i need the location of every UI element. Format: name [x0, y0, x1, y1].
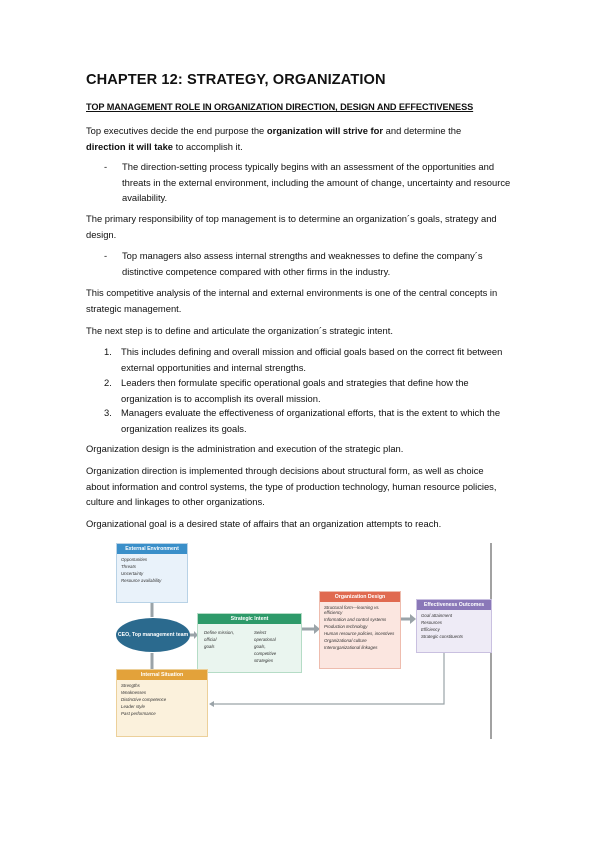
list-number: 1. — [104, 346, 112, 357]
list-item: strategies — [254, 658, 274, 663]
list-item: Weaknesses — [121, 690, 147, 695]
arrowhead-feedback — [209, 701, 214, 707]
numbered-item-1 — [104, 344, 514, 375]
paragraph-next-step: The next step is to define and articulate the organization´s strategic intent. — [86, 325, 393, 336]
list-item: Strategic constituents — [421, 634, 463, 639]
bullet-marker: - — [104, 161, 108, 172]
intro-bold-d: direction it will take — [86, 140, 173, 152]
list-item: official — [204, 637, 217, 642]
paragraph-primary-responsibility: The primary responsibility of top management is to determine an organization´s goals, strategy and design. — [86, 213, 497, 240]
list-item: Efficiency — [421, 627, 440, 632]
list-item: Resource availability — [121, 578, 162, 583]
list-item: Leader style — [121, 704, 145, 709]
list-item: Production technology — [324, 624, 368, 630]
chapter-title: CHAPTER 12: STRATEGY, ORGANIZATION — [86, 72, 386, 88]
list-item: goals, — [254, 644, 266, 649]
organization-design-list — [320, 602, 400, 652]
list-item: Strengths — [121, 683, 140, 688]
internal-situation-title: Internal Situation — [117, 670, 207, 680]
external-environment-list — [117, 554, 187, 586]
list-item: Resources — [421, 620, 442, 625]
strategic-col-2 — [250, 627, 304, 666]
paragraph-goal-definition: Organizational goal is a desired state of affairs that an organization attempts to reach. — [86, 518, 442, 529]
list-item: Distinctive competence — [121, 697, 167, 702]
list-item: Define mission, — [204, 630, 235, 635]
paragraph-design-definition: Organization design is the administration and execution of the strategic plan. — [86, 443, 404, 454]
intro-text-c: and determine the — [383, 125, 462, 136]
intro-text-a: Top executives decide the end purpose the — [86, 125, 267, 136]
numbered-item-3 — [104, 405, 514, 436]
list-item: Interorganizational linkages — [324, 644, 378, 650]
organization-design-box — [319, 591, 401, 669]
external-environment-box — [116, 543, 188, 603]
list-item: competitive — [254, 651, 277, 656]
list-number: 2. — [104, 377, 112, 388]
list-item: Select — [254, 630, 267, 635]
list-item: Past performance — [121, 711, 156, 716]
list-text: Managers evaluate the effectiveness of organizational efforts, that is the extent to which the organization realizes its goals. — [121, 407, 501, 434]
list-item: Organizational culture — [324, 638, 367, 644]
strategic-col-1 — [200, 627, 254, 652]
bullet-text: The direction-setting process typically begins with an assessment of the opportunities and threats in the external environment, including the amount of change, uncertainty and resource availability. — [122, 161, 511, 203]
strategic-intent-box — [197, 613, 302, 673]
external-environment-title: External Environment — [117, 544, 187, 554]
strategic-intent-title: Strategic Intent — [198, 614, 301, 624]
internal-situation-list — [117, 680, 207, 719]
paragraph-intro — [86, 123, 506, 154]
list-item: Goal attainment — [421, 613, 452, 618]
effectiveness-outcomes-box — [416, 599, 492, 653]
section-title: TOP MANAGEMENT ROLE IN ORGANIZATION DIRECTION, DESIGN AND EFFECTIVENESS — [86, 102, 474, 112]
intro-text-e: to accomplish it. — [173, 140, 243, 152]
bullet-item-environment — [104, 159, 514, 206]
strategy-diagram — [114, 543, 492, 739]
list-item: Structural form—learning vs. efficiency — [324, 605, 380, 616]
list-text: This includes defining and overall mission and official goals based on the correct fit between external opportunities and internal strengths. — [121, 346, 503, 373]
list-item: operational — [254, 637, 276, 642]
list-text: Leaders then formulate specific operational goals and strategies that define how the organization is to accomplish its overall mission. — [121, 377, 469, 404]
list-item: goals — [204, 644, 215, 649]
bullet-text: Top managers also assess internal strengths and weaknesses to define the company´s distinctive competence compared with other firms in the industry. — [122, 250, 483, 277]
effectiveness-outcomes-title: Effectiveness Outcomes — [417, 600, 491, 610]
list-number: 3. — [104, 407, 112, 418]
intro-bold-b: organization will strive for — [266, 125, 384, 136]
list-item: Opportunities — [121, 557, 148, 562]
bullet-marker: - — [104, 250, 108, 261]
numbered-item-2 — [104, 375, 514, 406]
list-item: Human resource policies, incentives — [324, 631, 395, 637]
list-item: Information and control systems — [324, 617, 387, 623]
internal-situation-box — [116, 669, 208, 737]
bullet-item-internal — [104, 248, 514, 279]
paragraph-competitive-analysis: This competitive analysis of the internal and external environments is one of the central concepts in strategic management. — [86, 287, 498, 314]
list-item: Uncertainty — [121, 571, 144, 576]
list-item: Threats — [121, 564, 136, 569]
organization-design-title: Organization Design — [320, 592, 400, 602]
paragraph-direction-implementation: Organization direction is implemented through decisions about structural form, as well as choice about information and control systems, the type of production technology, human resource policies, culture and linkages to other organizations. — [86, 465, 497, 507]
ceo-oval: CEO, Top management team — [116, 618, 190, 652]
effectiveness-outcomes-list — [417, 610, 491, 642]
